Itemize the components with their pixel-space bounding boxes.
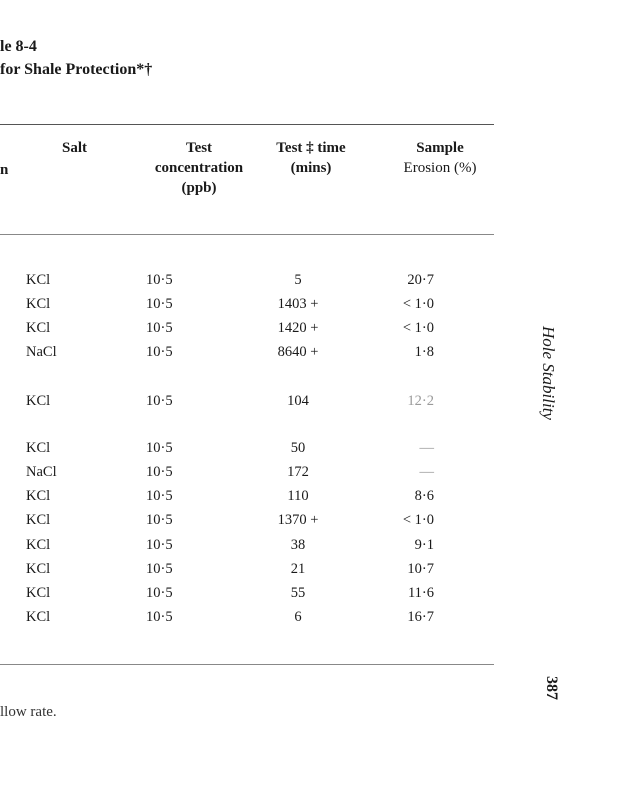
page-number: 387 <box>543 676 560 700</box>
table-cell-erosion: 20·7 <box>407 272 434 288</box>
table-cell-time: 104 <box>287 393 309 409</box>
table-cell-salt: KCl <box>26 537 51 553</box>
table-cell-concentration: 10·5 <box>146 561 173 577</box>
table-cell-concentration: 10·5 <box>146 609 173 625</box>
table-cell-concentration: 10·5 <box>146 488 173 504</box>
table-cell-salt: NaCl <box>26 464 57 480</box>
header-column-fragment: n <box>0 162 9 178</box>
header-concentration <box>140 138 258 198</box>
table-cell-erosion: 9·1 <box>414 537 434 553</box>
table-cell-salt: KCl <box>26 609 51 625</box>
table-cell-time: 50 <box>290 440 306 456</box>
table-cell-time: 21 <box>290 561 306 577</box>
table-cell-salt: KCl <box>26 272 51 288</box>
header-time-line1: Test ‡ time <box>276 140 346 156</box>
table-cell-erosion: 11·6 <box>407 585 434 601</box>
header-concentration-line2: concentration <box>154 160 244 176</box>
table-cell-concentration: 10·5 <box>146 320 173 336</box>
running-head-title: Hole Stability <box>539 326 558 420</box>
table-cell-time: 6 <box>294 609 302 625</box>
table-cell-erosion: < 1·0 <box>402 512 434 528</box>
header-erosion-line2: Erosion (%) <box>403 160 477 176</box>
table-cell-salt: KCl <box>26 585 51 601</box>
header-time-line2: (mins) <box>290 160 332 176</box>
table-cell-time: 5 <box>294 272 302 288</box>
table-cell-erosion: 8·6 <box>414 488 434 504</box>
table-cell-salt: KCl <box>26 393 51 409</box>
table-cell-salt: KCl <box>26 561 51 577</box>
table-cell-concentration: 10·5 <box>146 585 173 601</box>
header-rule <box>0 234 494 235</box>
header-concentration-line3: (ppb) <box>181 180 217 196</box>
table-cell-salt: KCl <box>26 512 51 528</box>
table-cell-erosion: < 1·0 <box>402 296 434 312</box>
table-cell-salt: NaCl <box>26 344 57 360</box>
table-cell-erosion: — <box>419 440 434 456</box>
table-cell-time: 172 <box>287 464 309 480</box>
header-concentration-line1: Test <box>185 140 213 156</box>
table-cell-concentration: 10·5 <box>146 537 173 553</box>
table-cell-salt: KCl <box>26 320 51 336</box>
bottom-rule <box>0 664 494 665</box>
table-cell-time: 38 <box>290 537 306 553</box>
table-cell-erosion: 10·7 <box>407 561 434 577</box>
table-cell-time: 1420 + <box>277 320 319 336</box>
table-cell-concentration: 10·5 <box>146 344 173 360</box>
footnote: llow rate. <box>0 704 57 720</box>
table-cell-concentration: 10·5 <box>146 512 173 528</box>
top-rule <box>0 124 494 125</box>
table-cell-erosion: 1·8 <box>414 344 434 360</box>
table-cell-time: 1403 + <box>277 296 319 312</box>
table-cell-concentration: 10·5 <box>146 272 173 288</box>
table-cell-erosion: — <box>419 464 434 480</box>
table-cell-salt: KCl <box>26 296 51 312</box>
table-cell-time: 1370 + <box>277 512 319 528</box>
header-erosion-line1: Sample <box>416 140 464 156</box>
table-cell-erosion: 16·7 <box>407 609 434 625</box>
table-cell-time: 55 <box>290 585 306 601</box>
table-cell-erosion: 12·2 <box>407 393 434 409</box>
header-erosion <box>386 138 494 178</box>
table-cell-concentration: 10·5 <box>146 393 173 409</box>
table-title-line2: for Shale Protection*† <box>0 61 153 78</box>
table-cell-salt: KCl <box>26 488 51 504</box>
table-cell-concentration: 10·5 <box>146 440 173 456</box>
header-salt: Salt <box>62 140 88 156</box>
table-cell-concentration: 10·5 <box>146 464 173 480</box>
table-cell-concentration: 10·5 <box>146 296 173 312</box>
table-cell-time: 8640 + <box>277 344 319 360</box>
table-title-line1: le 8-4 <box>0 38 37 55</box>
table-cell-time: 110 <box>287 488 309 504</box>
table-cell-erosion: < 1·0 <box>402 320 434 336</box>
table-cell-salt: KCl <box>26 440 51 456</box>
header-time <box>266 138 356 178</box>
